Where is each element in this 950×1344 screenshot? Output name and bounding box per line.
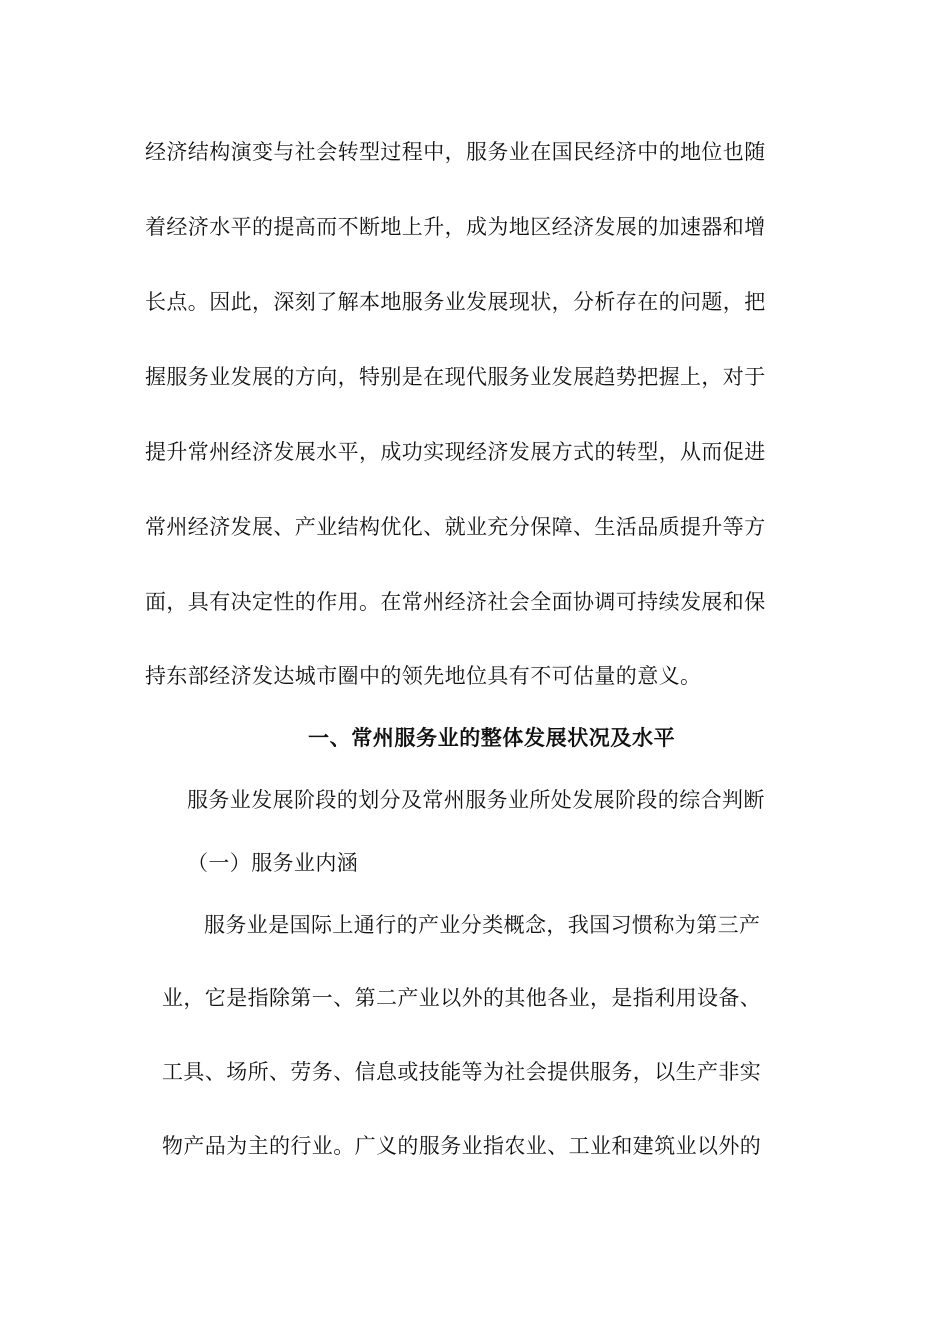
paragraph-line: 提升常州经济发展水平，成功实现经济发展方式的转型，从而促进 xyxy=(145,440,766,464)
section-heading: 一、常州服务业的整体发展状况及水平 xyxy=(308,725,676,750)
paragraph-line: 面，具有决定性的作用。在常州经济社会全面协调可持续发展和保 xyxy=(145,590,766,614)
subheading: 服务业发展阶段的划分及常州服务业所处发展阶段的综合判断 xyxy=(187,788,765,812)
subsection-title: （一）服务业内涵 xyxy=(187,851,359,875)
paragraph-line: 长点。因此，深刻了解本地服务业发展现状，分析存在的问题，把 xyxy=(145,290,766,314)
paragraph-line: 业，它是指除第一、第二产业以外的其他各业，是指利用设备、 xyxy=(162,986,762,1010)
paragraph-line: 持东部经济发达城市圈中的领先地位具有不可估量的意义。 xyxy=(145,664,702,688)
paragraph-line: 物产品为主的行业。广义的服务业指农业、工业和建筑业以外的 xyxy=(162,1134,762,1158)
paragraph-line: 常州经济发展、产业结构优化、就业充分保障、生活品质提升等方 xyxy=(145,515,766,539)
paragraph-line: 握服务业发展的方向，特别是在现代服务业发展趋势把握上，对于 xyxy=(145,365,766,389)
paragraph-line: 工具、场所、劳务、信息或技能等为社会提供服务，以生产非实 xyxy=(162,1060,762,1084)
paragraph-line: 经济结构演变与社会转型过程中，服务业在国民经济中的地位也随 xyxy=(145,140,766,164)
paragraph-line: 着经济水平的提高而不断地上升，成为地区经济发展的加速器和增 xyxy=(145,215,766,239)
paragraph-line: 服务业是国际上通行的产业分类概念，我国习惯称为第三产 xyxy=(204,913,761,937)
